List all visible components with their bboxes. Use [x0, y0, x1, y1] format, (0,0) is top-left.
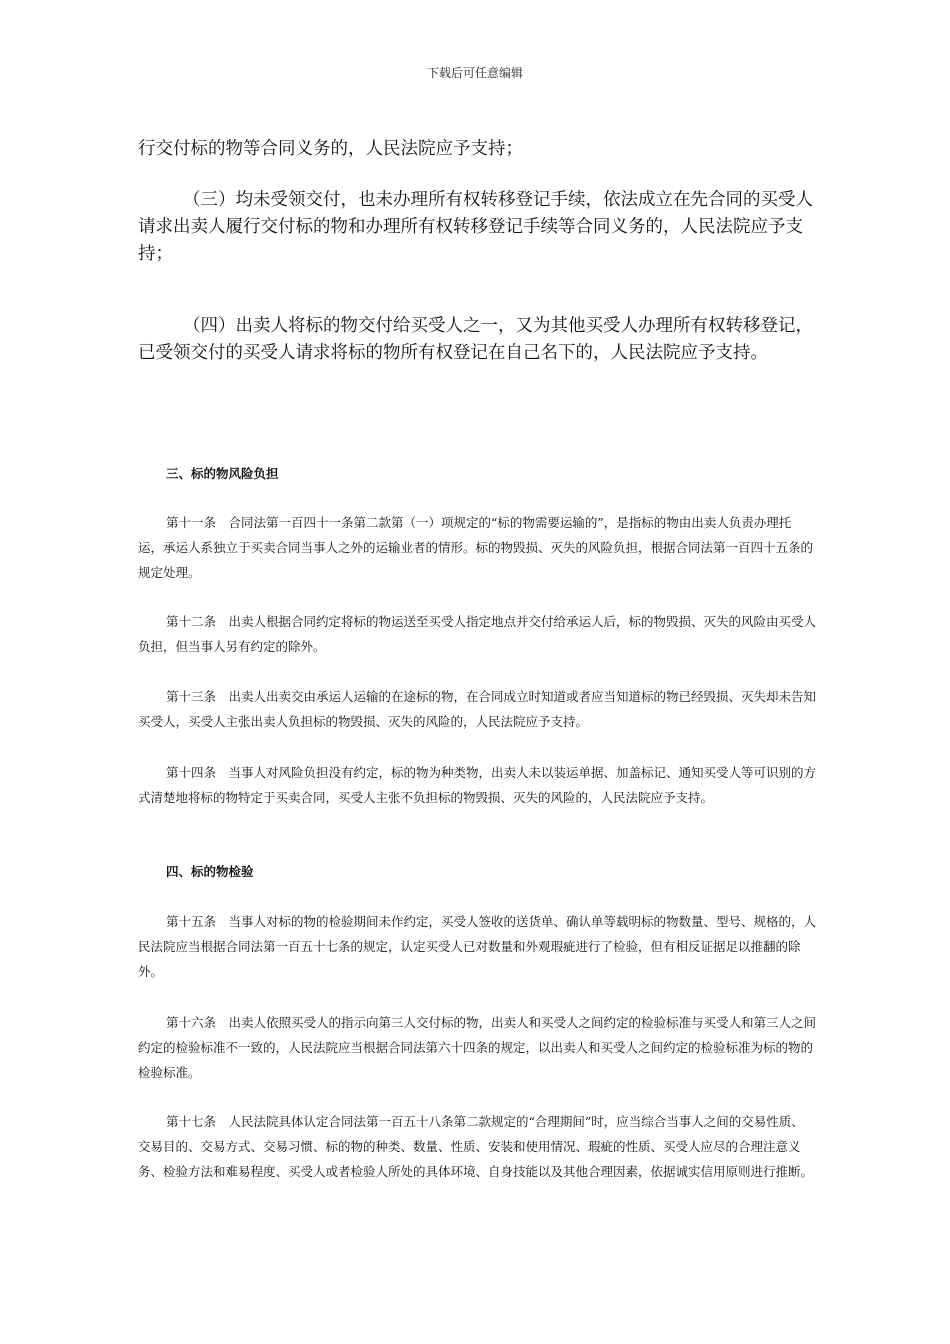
page-header: 下载后可任意编辑: [426, 66, 523, 80]
paragraph-item-3: （三）均未受领交付，也未办理所有权转移登记手续，依法成立在先合同的买受人请求出卖人履行交付标的物和办理所有权转移登记手续等合同义务的，人民法院应予支持；: [138, 190, 813, 264]
article-16: 第十六条 出卖人依照买受人的指示向第三人交付标的物，出卖人和买受人之间约定的检验标准与买受人和第三人之间约定的检验标准不一致的，人民法院应当根据合同法第六十四条的规定，以出卖人和买受人之间约定的检验标准为标的物的检验标准。: [138, 1015, 817, 1080]
paragraph-continuation: 行交付标的物等合同义务的，人民法院应予支持；: [138, 139, 523, 159]
article-11: 第十一条 合同法第一百四十一条第二款第（一）项规定的“标的物需要运输的”，是指标的物由出卖人负责办理托运，承运人系独立于买卖合同当事人之外的运输业者的情形。标的物毁损、灭失的风险负担，根据合同法第一百四十五条的规定处理。: [138, 515, 814, 580]
paragraph-item-4: （四）出卖人将标的物交付给买受人之一，又为其他买受人办理所有权转移登记，已受领交付的买受人请求将标的物所有权登记在自己名下的，人民法院应予支持。: [138, 316, 813, 363]
article-14: 第十四条 当事人对风险负担没有约定，标的物为种类物，出卖人未以装运单据、加盖标记、通知买受人等可识别的方式清楚地将标的物特定于买卖合同，买受人主张不负担标的物毁损、灭失的风险的，人民法院应予支持。: [138, 765, 817, 805]
article-15: 第十五条 当事人对标的物的检验期间未作约定，买受人签收的送货单、确认单等载明标的物数量、型号、规格的，人民法院应当根据合同法第一百五十七条的规定，认定买受人已对数量和外观瑕疵进行了检验，但有相反证据足以推翻的除外。: [138, 914, 817, 979]
article-12: 第十二条 出卖人根据合同约定将标的物运送至买受人指定地点并交付给承运人后，标的物毁损、灭失的风险由买受人负担，但当事人另有约定的除外。: [138, 614, 817, 654]
article-17: 第十七条 人民法院具体认定合同法第一百五十八条第二款规定的“合理期间”时，应当综合当事人之间的交易性质、交易目的、交易方式、交易习惯、标的物的种类、数量、性质、安装和使用情况、瑕疵的性质、买受人应尽的合理注意义务、检验方法和难易程度、买受人或者检验人所处的具体环境、自身技能以及其他合理因素，依据诚实信用原则进行推断。: [138, 1114, 814, 1179]
article-13: 第十三条 出卖人出卖交由承运人运输的在途标的物，在合同成立时知道或者应当知道标的物已经毁损、灭失却未告知买受人，买受人主张出卖人负担标的物毁损、灭失的风险的，人民法院应予支持。: [138, 689, 817, 729]
section-heading-4: 四、标的物检验: [166, 864, 254, 879]
section-heading-3: 三、标的物风险负担: [166, 466, 279, 481]
